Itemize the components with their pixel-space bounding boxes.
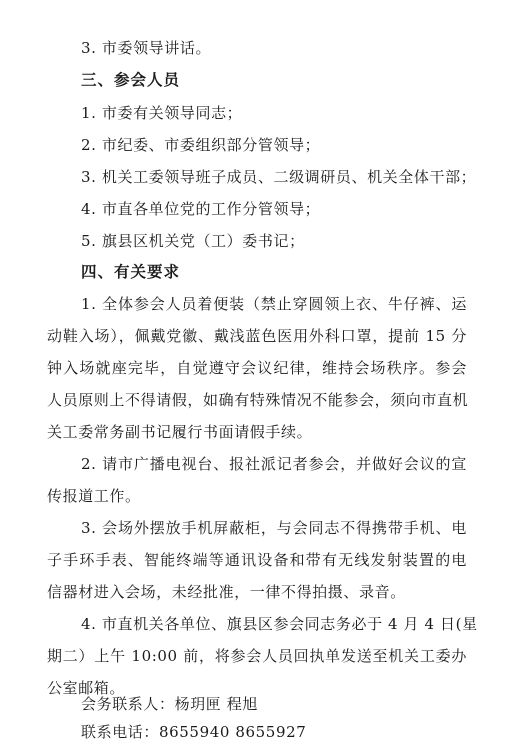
contact-person: 会务联系人：杨玥匣 程旭: [81, 695, 258, 713]
requirement-1-line: 关工委常务副书记履行书面请假手续。: [47, 423, 313, 441]
contact-phone: 联系电话：8655940 8655927: [81, 723, 307, 741]
requirement-1-line: 1. 全体参会人员着便装（禁止穿圆领上衣、牛仔裤、运: [81, 295, 467, 313]
requirement-4-line: 期二）上午 10:00 前，将参会人员回执单发送至机关工委办: [47, 647, 467, 665]
requirement-1-line: 钟入场就座完毕，自觉遵守会议纪律，维持会场秩序。参会: [47, 359, 467, 377]
requirement-3-line: 3. 会场外摆放手机屏蔽柜，与会同志不得携带手机、电: [81, 519, 467, 537]
requirement-4-line: 4. 市直机关各单位、旗县区参会同志务必于 4 月 4 日(星: [81, 615, 478, 633]
section-heading-attendees: 三、参会人员: [81, 71, 181, 89]
requirement-1-line: 人员原则上不得请假，如确有特殊情况不能参会，须向市直机: [47, 391, 469, 409]
section-heading-requirements: 四、有关要求: [81, 263, 181, 281]
attendee-item: 3. 机关工委领导班子成员、二级调研员、机关全体干部；: [81, 168, 477, 186]
attendee-item: 5. 旗县区机关党（工）委书记；: [81, 232, 305, 250]
agenda-item-3: 3. 市委领导讲话。: [81, 39, 212, 57]
attendee-item: 2. 市纪委、市委组织部分管领导；: [81, 136, 321, 154]
requirement-4-line: 公室邮箱。: [47, 679, 126, 697]
requirement-3-line: 子手环手表、智能终端等通讯设备和带有无线发射装置的电: [47, 551, 467, 569]
requirement-2-line: 传报道工作。: [47, 487, 141, 505]
attendee-item: 1. 市委有关领导同志；: [81, 104, 243, 122]
requirement-2-line: 2. 请市广播电视台、报社派记者参会，并做好会议的宣: [81, 455, 467, 473]
requirement-3-line: 信器材进入会场，未经批准，一律不得拍摄、录音。: [47, 583, 406, 601]
attendee-item: 4. 市直各单位党的工作分管领导；: [81, 200, 321, 218]
requirement-1-line: 动鞋入场），佩戴党徽、戴浅蓝色医用外科口罩，提前 15 分: [47, 327, 467, 345]
